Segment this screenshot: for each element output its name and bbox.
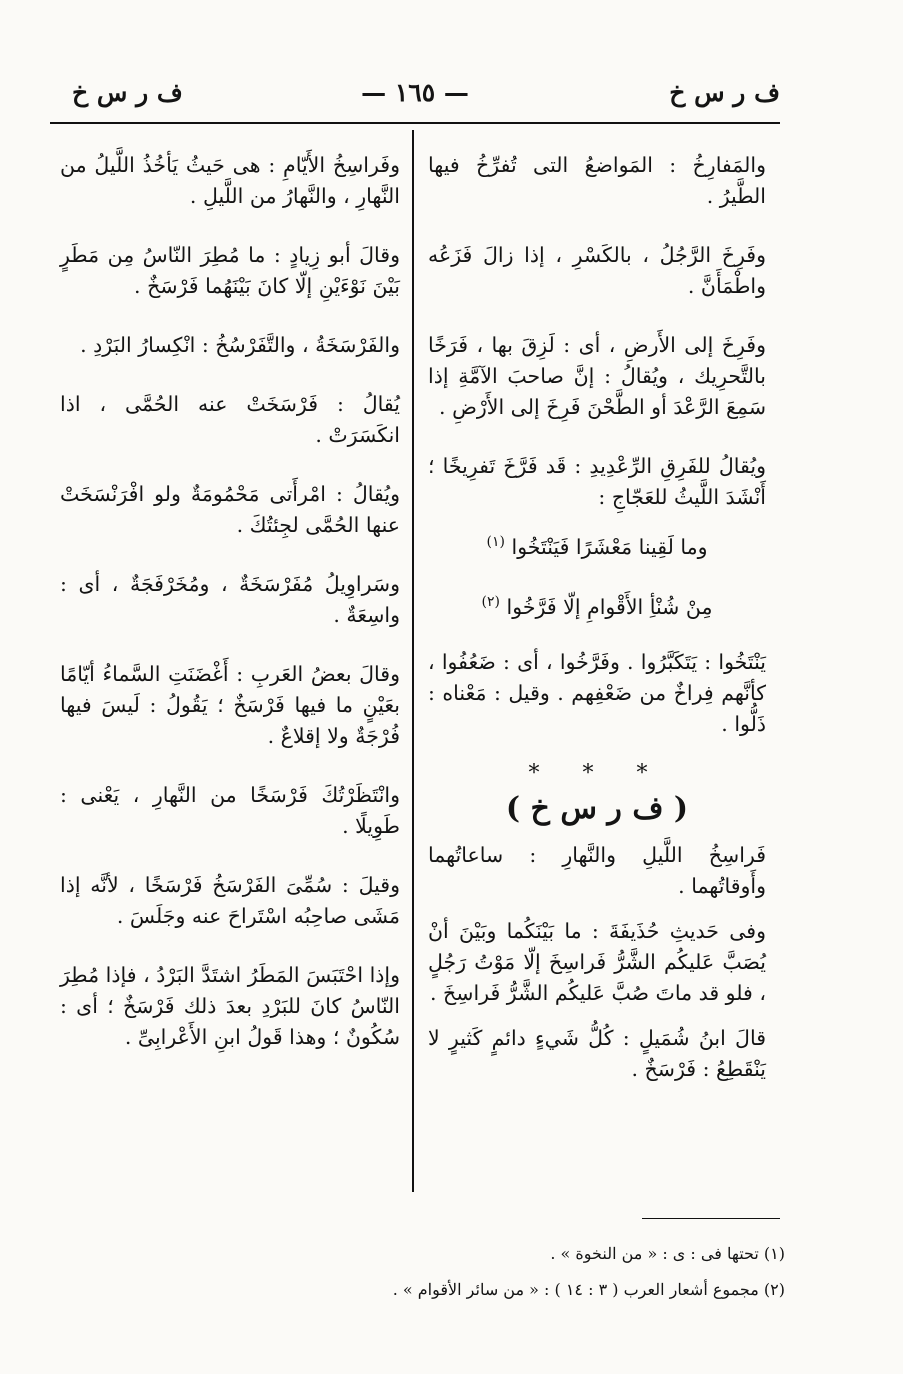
- paragraph: وانْتَظَرْتُكَ فَرْسَخًا من النَّهارِ ، يَعْنى : طَوِيلًا .: [60, 783, 400, 838]
- paragraph: فَراسِخُ اللَّيلِ والنَّهارِ : ساعاتُهما وأَوقاتُهما .: [428, 842, 766, 898]
- verse-line: [428, 527, 766, 563]
- paragraph: وإذا احْتَبَسَ المَطَرُ اشتَدَّ البَرْدُ ، فإذا مُطِرَ النّاسُ كانَ للبَرْدِ بعدَ ذلك فَرْسَخٌ ؛ أى : سُكُونٌ ؛ وهذا قَولُ ابنِ الأَعْرابِىِّ .: [60, 963, 400, 1049]
- footnote: (١) تحتها فى : ى : « من النخوة » .: [550, 1244, 785, 1263]
- paragraph: وقالَ بعضُ العَربِ : أَغْضَنَتِ السَّماءُ أيّامًا بعَيْنٍ ما فيها فَرْسَخٌ ؛ يَقُولُ : لَيسَ فيها فُرْجَةٌ ولا إقلاعٌ .: [60, 662, 400, 748]
- paragraph: يُقالُ : فَرْسَخَتْ عنه الحُمَّى ، اذا انكَسَرَتْ .: [60, 392, 400, 447]
- footnote-rule: [642, 1218, 780, 1219]
- paragraph: وفَرِخَ الرَّجُلُ ، بالكَسْرِ ، إذا زالَ فَزَعُه واطْمَأَنَّ .: [428, 243, 766, 298]
- footnote-marker: (١): [486, 534, 505, 550]
- verse-line: [428, 587, 766, 623]
- right-column: [428, 150, 766, 1113]
- paragraph: ويُقالُ : امْرأَتى مَحْمُومَةٌ ولو افْرَنْسَخَتْ عنها الحُمَّى لجِئتُكَ .: [60, 482, 400, 537]
- paragraph: وسَراوِيلُ مُفَرْسَخَةٌ ، ومُخَرْفَجَةٌ ، أى : واسِعَةٌ .: [60, 572, 400, 627]
- paragraph: وفَرِخَ إلى الأَرضِ ، أى : لَزِقَ بها ، فَرَخًا بالتَّحرِيك ، ويُقالُ : إنَّ صاحبَ الآمَّةِ إذا سَمِعَ الرَّعْدَ أو الطَّحْنَ فَرِخَ إلى الأَرْضِ .: [428, 333, 766, 419]
- verse-text: وما لَقِينا مَعْشَرًا فَيَنْتَخُوا: [511, 534, 708, 559]
- paragraph: ويُقالُ للفَرِقِ الرِّعْدِيدِ : قَد فَرَّخَ تَفرِيخًا ؛ أَنْشَدَ اللَّيثُ للعَجّاجِ :: [428, 454, 766, 509]
- paragraph: قالَ ابنُ شُمَيلٍ : كُلُّ شَيءٍ دائمٍ كَثيرٍ لا يَنْقَطِعُ : فَرْسَخٌ .: [428, 1025, 766, 1081]
- header-rule: [50, 122, 780, 124]
- footnotes: [145, 1236, 785, 1308]
- footnote-marker: (٢): [481, 593, 501, 610]
- paragraph: وقالَ أبو زِيادٍ : ما مُطِرَ النّاسُ مِن مَطَرٍ بَيْنَ نَوْءَيْنِ إلّا كانَ بَيْنَهُما فَرْسَخٌ .: [60, 243, 400, 298]
- left-column: [60, 150, 400, 1081]
- header-root-right: ف ر س خ: [669, 78, 780, 107]
- page-header: [50, 78, 780, 114]
- footnote: (٢) مجموع أشعار العرب ( ٣ : ١٤ ) : « من سائر الأقوام » .: [392, 1280, 785, 1299]
- paragraph: وقيلَ : سُمِّىَ الفَرْسَخُ فَرْسَخًا ، لأنَّه إذا مَشَى صاحِبُه اسْتَراحَ عنه وجَلَسَ .: [60, 873, 400, 928]
- page-number: — ١٦٥ —: [361, 78, 469, 107]
- section-title: ( ف ر س خ ): [505, 790, 689, 826]
- section-separator: * * *: [528, 760, 666, 786]
- paragraph: وفَراسِخُ الأَيّامِ : هى حَيثُ يَأخُذُ اللَّيلُ من النَّهارِ ، والنَّهارُ من اللَّيلِ .: [60, 153, 400, 208]
- paragraph: والفَرْسَخَةُ ، والتَّفَرْسُخُ : انْكِسارُ البَرْدِ .: [80, 333, 400, 357]
- header-root-left: ف ر س خ: [72, 78, 183, 107]
- paragraph: يَنْتَخُوا : يَتَكَبَّرُوا . وفَرَّخُوا ، أى : ضَعُفُوا ، كأنَّهم فِراخٌ من ضَعْفِهم . وقيل : مَعْناه : ذَلُّوا .: [428, 649, 766, 736]
- column-divider: [412, 130, 414, 1192]
- verse-text: مِنْ شُنْأِ الأَقْوامِ إلّا فَرَّخُوا: [506, 594, 713, 619]
- paragraph: وفى حَديثِ حُذَيفَةَ : ما بَيْنَكُما وبَيْنَ أنْ يُصَبَّ عَليكُم الشَّرُّ فَراسِخَ إلّا مَوْتُ رَجُلٍ ، فلو قد ماتَ صُبَّ عَليكُم الشَّرُّ فَراسِخَ .: [428, 918, 766, 1005]
- paragraph: والمَفارِخُ : المَواضعُ التى تُفرِّخُ فيها الطَّيرُ .: [428, 153, 766, 208]
